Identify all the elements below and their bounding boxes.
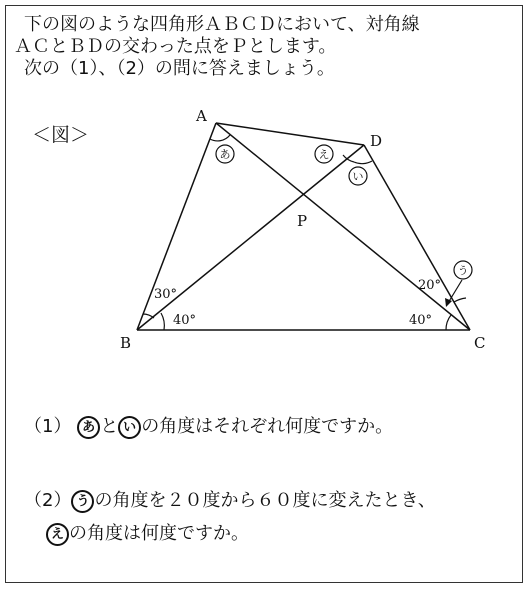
angle-arc-a <box>210 135 230 141</box>
angle-arc-c-upper <box>454 298 466 302</box>
marker-u: う <box>457 264 469 277</box>
marker-a: あ <box>219 148 231 161</box>
angle-label-b-30: 30° <box>154 287 178 302</box>
angle-arc-d-right <box>354 161 372 164</box>
q1-marker-i: い <box>118 416 141 439</box>
q1-marker-a: あ <box>77 416 100 439</box>
intro-line-2: ＡＣとＢＤの交わった点をＰとします。 <box>14 36 337 57</box>
arrow-head-icon <box>445 298 452 307</box>
intersection-label-p: P <box>297 212 308 230</box>
angle-label-c-40: 40° <box>409 313 433 328</box>
marker-i: い <box>352 170 364 183</box>
diagonal-ac <box>216 123 470 330</box>
intro-line-3: 次の（1）、（2）の問に答えましょう。 <box>24 58 335 79</box>
q1-number: （1） <box>24 416 72 437</box>
q2-text-2: の角度は何度ですか。 <box>69 523 249 544</box>
angle-label-b-40: 40° <box>173 313 197 328</box>
diagonal-bd <box>137 145 364 330</box>
question-2 <box>24 486 436 513</box>
vertex-label-d: D <box>370 132 383 150</box>
angle-label-c-20: 20° <box>418 278 442 293</box>
vertex-label-a: A <box>196 107 207 125</box>
q2-marker-e: え <box>46 523 69 546</box>
marker-e: え <box>318 148 330 161</box>
q2-marker-u: う <box>71 490 94 513</box>
side-dc <box>364 145 470 330</box>
q2-number: （2） <box>24 490 72 511</box>
vertex-label-b: B <box>120 334 132 352</box>
angle-arc-b-upper <box>143 314 154 318</box>
angle-arc-b-lower <box>161 313 164 330</box>
vertex-label-c: C <box>474 334 486 352</box>
question-2-line-2 <box>46 519 249 546</box>
q1-text: の角度はそれぞれ何度ですか。 <box>141 416 394 437</box>
q2-text: の角度を２０度から６０度に変えたとき、 <box>94 490 436 511</box>
intro-line-1: 下の図のような四角形ＡＢＣＤにおいて、対角線 <box>24 14 420 35</box>
q1-connector: と <box>100 416 119 437</box>
angle-arc-c-lower <box>446 315 451 330</box>
figure-label: ＜図＞ <box>32 124 90 146</box>
question-1 <box>24 412 393 439</box>
